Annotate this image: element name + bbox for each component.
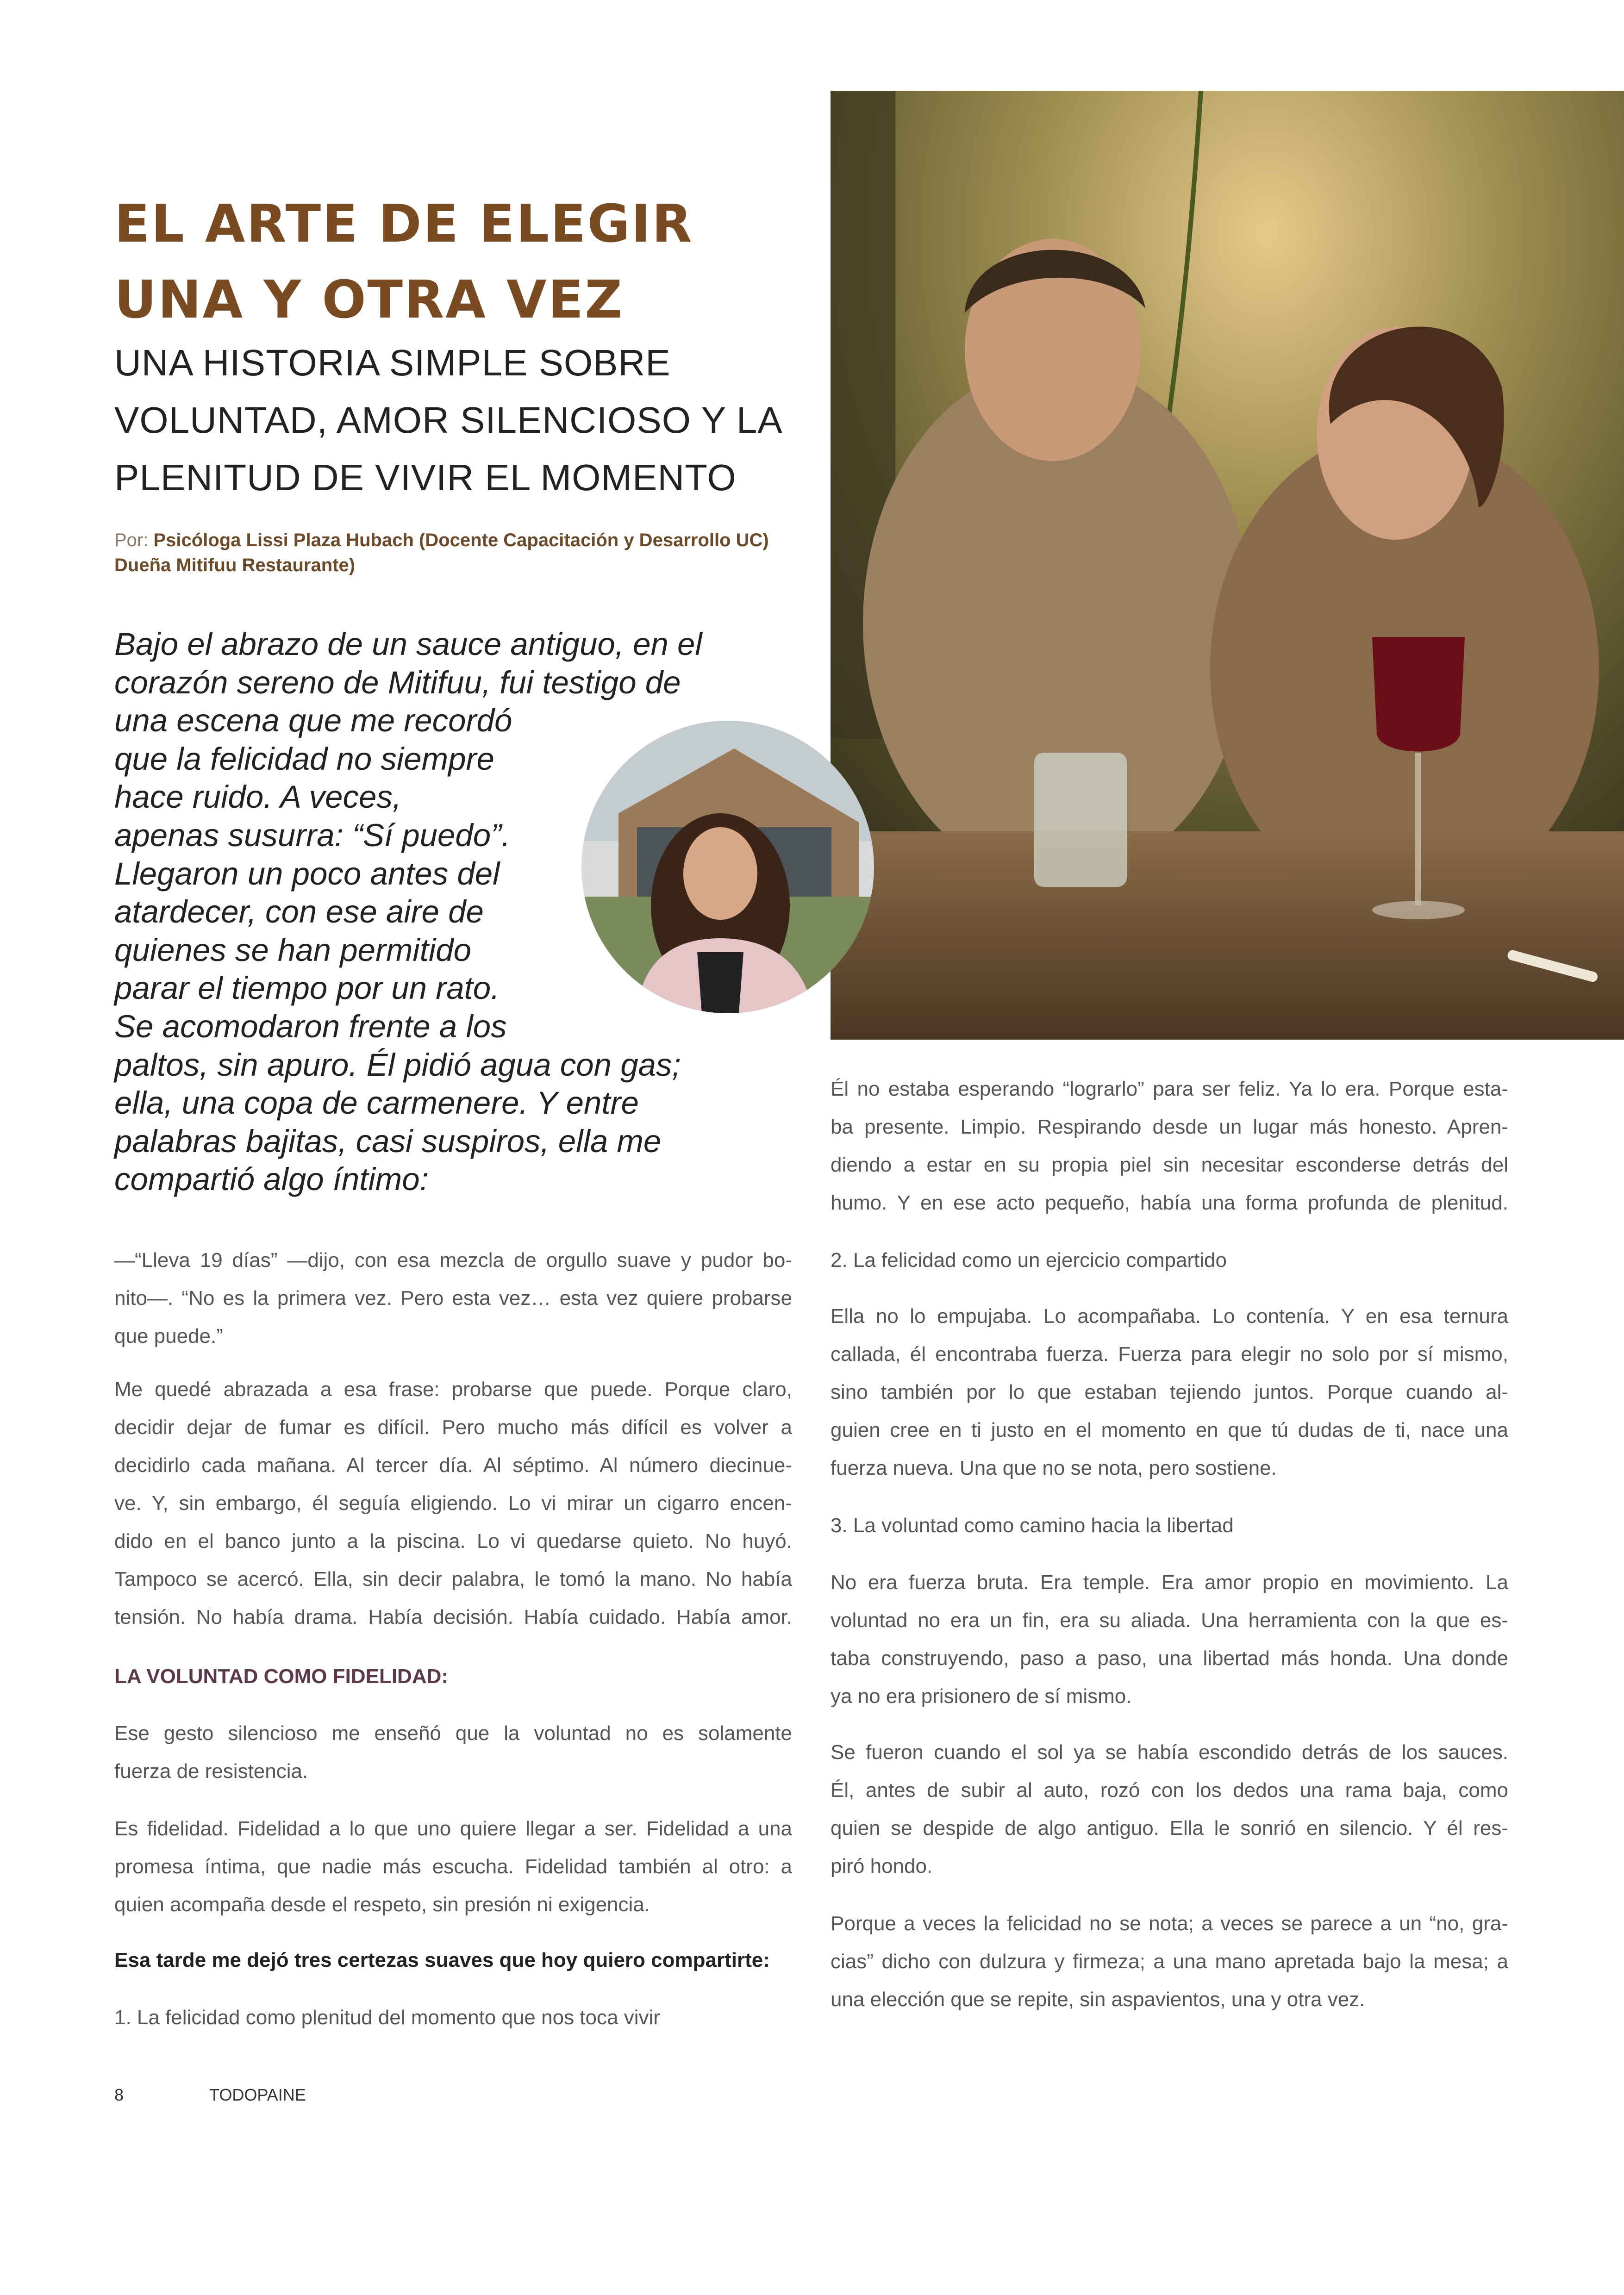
paragraph-line: Porque a veces la felicidad no se nota; a veces se parece a un “no, gra- (831, 1912, 1508, 1935)
intro-line: que la felicidad no siempre (114, 741, 494, 777)
paragraph (114, 1241, 792, 1355)
paragraph (831, 1564, 1508, 1715)
paragraph (114, 1810, 792, 1924)
author-portrait-image (581, 721, 874, 1013)
intro-line: hace ruido. A veces, (114, 779, 402, 815)
paragraph-line: tensión. No había drama. Había decisión. Había cuidado. Había amor. (114, 1606, 792, 1628)
paragraph (831, 1297, 1508, 1487)
paragraph-line: cias” dicho con dulzura y firmeza; a una mano apretada bajo la mesa; a (831, 1950, 1508, 1973)
list-item: 3. La voluntad como camino hacia la libertad (831, 1514, 1234, 1537)
paragraph (831, 1905, 1508, 2019)
intro-line: ella, una copa de carmenere. Y entre (114, 1085, 639, 1121)
paragraph-line: humo. Y en ese acto pequeño, había una forma profunda de plenitud. (831, 1191, 1508, 1214)
title-line: EL ARTE DE ELEGIR (114, 194, 693, 254)
intro-line: atardecer, con ese aire de (114, 894, 484, 930)
list-item: 1. La felicidad como plenitud del momento que nos toca vivir (114, 2006, 660, 2029)
paragraph-line: promesa íntima, que nadie más escucha. Fidelidad también al otro: a (114, 1855, 792, 1878)
byline-role: Dueña Mitifuu Restaurante) (114, 555, 356, 575)
paragraph-line: callada, él encontraba fuerza. Fuerza para elegir no solo por sí mismo, (831, 1343, 1508, 1366)
paragraph-line: Se fueron cuando el sol ya se había escondido detrás de los sauces. (831, 1741, 1508, 1764)
paragraph-line: dido en el banco junto a la piscina. Lo vi quedarse quieto. No huyó. (114, 1530, 792, 1553)
byline (114, 528, 769, 578)
intro-line: una escena que me recordó (114, 703, 512, 739)
intro-line: palabras bajitas, casi suspiros, ella me (114, 1123, 662, 1159)
intro-line: parar el tiempo por un rato. (114, 970, 500, 1006)
paragraph (114, 1715, 792, 1790)
subtitle-line: PLENITUD DE VIVIR EL MOMENTO (114, 457, 737, 498)
paragraph-line: Él no estaba esperando “lograrlo” para ser feliz. Ya lo era. Porque esta- (831, 1078, 1508, 1100)
paragraph-line: quien se despide de algo antiguo. Ella le sonrió en silencio. Y él res- (831, 1817, 1508, 1840)
paragraph-line: Tampoco se acercó. Ella, sin decir palabra, le tomó la mano. No había (114, 1568, 792, 1590)
intro-line: Bajo el abrazo de un sauce antiguo, en el (114, 626, 702, 662)
paragraph-line: quien acompaña desde el respeto, sin presión ni exigencia. (114, 1893, 650, 1916)
byline-prefix: Por: (114, 530, 149, 550)
paragraph-line: ba presente. Limpio. Respirando desde un lugar más honesto. Apren- (831, 1116, 1508, 1138)
paragraph (114, 1371, 792, 1636)
couple-photo-image (831, 91, 1624, 1040)
article-subtitle (114, 334, 783, 506)
paragraph-line: nito—. “No es la primera vez. Pero esta vez… esta vez quiere probarse (114, 1287, 792, 1310)
intro-line: apenas susurra: “Sí puedo”. (114, 817, 511, 853)
intro-line: compartió algo íntimo: (114, 1161, 429, 1197)
paragraph-line: decidirlo cada mañana. Al tercer día. Al séptimo. Al número diecinue- (114, 1454, 792, 1477)
author-portrait (581, 721, 874, 1013)
paragraph-line: Ella no lo empujaba. Lo acompañaba. Lo contenía. Y en esa ternura (831, 1305, 1508, 1328)
title-line: UNA Y OTRA VEZ (114, 270, 624, 330)
intro-line: quienes se han permitido (114, 932, 471, 968)
intro-line: corazón sereno de Mitifuu, fui testigo de (114, 664, 681, 700)
paragraph-line: Me quedé abrazada a esa frase: probarse que puede. Porque claro, (114, 1378, 792, 1401)
page-number: 8 (114, 2085, 124, 2104)
paragraph-line: decidir dejar de fumar es difícil. Pero mucho más difícil es volver a (114, 1416, 792, 1439)
paragraph (831, 1070, 1508, 1222)
paragraph-line: piró hondo. (831, 1855, 933, 1877)
paragraph-line: No era fuerza bruta. Era temple. Era amor propio en movimiento. La (831, 1571, 1508, 1594)
paragraph-line: fuerza nueva. Una que no se nota, pero sostiene. (831, 1457, 1277, 1479)
subtitle-line: VOLUNTAD, AMOR SILENCIOSO Y LA (114, 399, 783, 441)
intro-line: Se acomodaron frente a los (114, 1008, 507, 1044)
intro-line: paltos, sin apuro. Él pidió agua con gas; (114, 1047, 681, 1083)
subtitle-line: UNA HISTORIA SIMPLE SOBRE (114, 342, 671, 383)
paragraph-line: ya no era prisionero de sí mismo. (831, 1685, 1132, 1708)
paragraph (831, 1734, 1508, 1885)
paragraph-line: fuerza de resistencia. (114, 1760, 308, 1783)
paragraph-line: que puede.” (114, 1325, 223, 1347)
paragraph-line: ve. Y, sin embargo, él seguía eligiendo. Lo vi mirar un cigarro encen- (114, 1492, 792, 1515)
publication-name: TODOPAINE (209, 2085, 306, 2104)
paragraph-line: guien cree en ti justo en el momento en que tú dudas de ti, nace una (831, 1419, 1508, 1441)
section-heading: LA VOLUNTAD COMO FIDELIDAD: (114, 1665, 449, 1688)
article-title (114, 186, 693, 338)
intro-line: Llegaron un poco antes del (114, 855, 500, 892)
couple-photo (831, 91, 1624, 1040)
paragraph-line: voluntad no era un fin, era su aliada. Una herramienta con la que es- (831, 1609, 1508, 1632)
paragraph-line: Es fidelidad. Fidelidad a lo que uno quiere llegar a ser. Fidelidad a una (114, 1817, 792, 1840)
paragraph-line: taba construyendo, paso a paso, una libertad más honda. Una donde (831, 1647, 1508, 1670)
certainties-intro: Esa tarde me dejó tres certezas suaves que hoy quiero compartirte: (114, 1949, 770, 1971)
byline-author: Psicóloga Lissi Plaza Hubach (Docente Capacitación y Desarrollo UC) (153, 530, 769, 550)
paragraph-line: —“Lleva 19 días” —dijo, con esa mezcla de orgullo suave y pudor bo- (114, 1249, 792, 1272)
paragraph-line: Ese gesto silencioso me enseñó que la voluntad no es solamente (114, 1722, 792, 1745)
paragraph-line: diendo a estar en su propia piel sin necesitar esconderse detrás del (831, 1154, 1508, 1176)
paragraph-line: Él, antes de subir al auto, rozó con los dedos una rama baja, como (831, 1779, 1508, 1802)
list-item: 2. La felicidad como un ejercicio compartido (831, 1249, 1227, 1272)
paragraph-line: sino también por lo que estaban tejiendo juntos. Porque cuando al- (831, 1381, 1508, 1403)
paragraph-line: una elección que se repite, sin aspavientos, una y otra vez. (831, 1988, 1365, 2011)
